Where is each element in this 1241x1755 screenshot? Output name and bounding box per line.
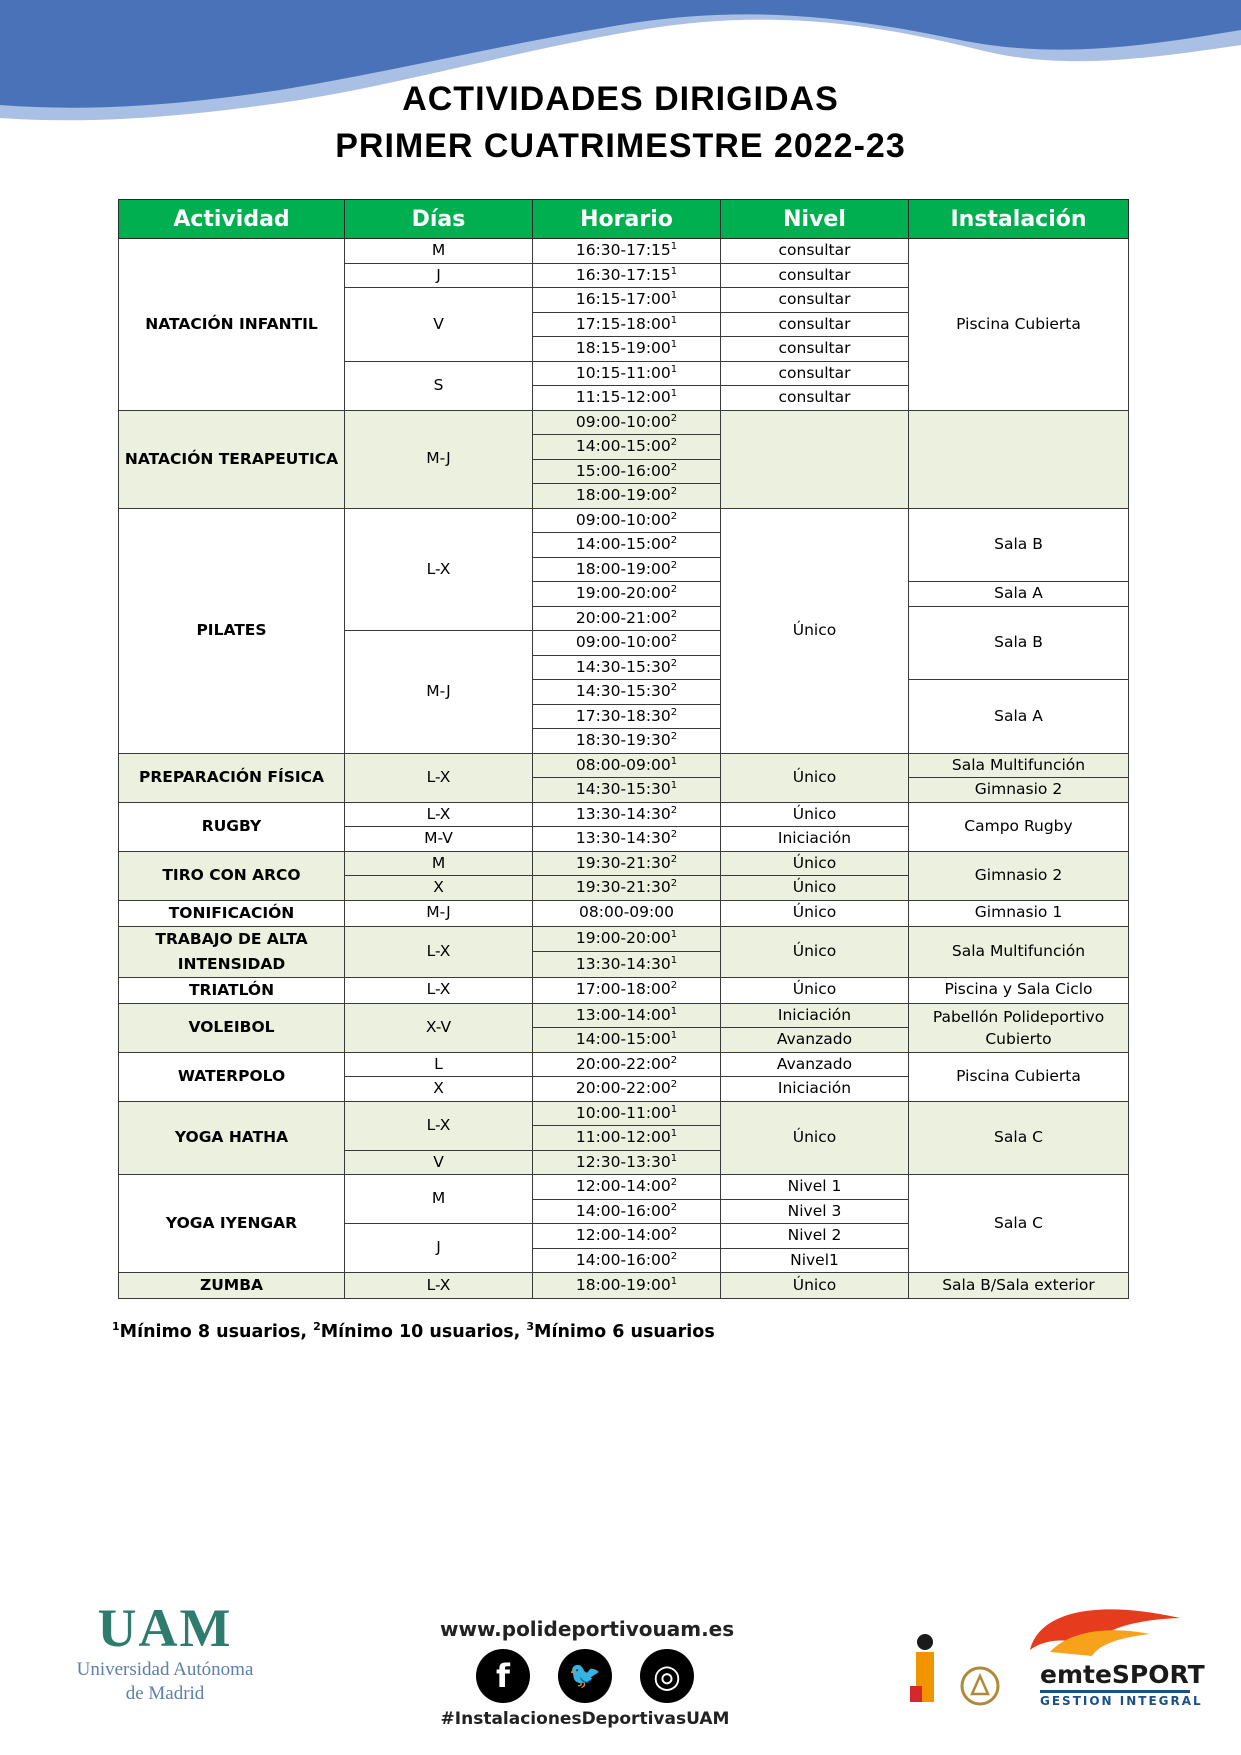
facility-cell: Sala A: [909, 582, 1129, 607]
footnote-ref: 1: [670, 387, 678, 399]
time-range: 17:15-18:00: [575, 314, 671, 333]
time-cell: [533, 337, 721, 362]
facility-cell: Piscina Cubierta: [909, 239, 1129, 411]
table-row: [119, 410, 1129, 435]
footnote-ref: 2: [670, 534, 678, 546]
time-range: 12:30-13:30: [575, 1152, 671, 1171]
time-range: 18:15-19:00: [575, 339, 671, 357]
time-cell: [533, 459, 721, 484]
footnote-ref: 2: [670, 583, 678, 595]
time-range: 12:00-14:00: [575, 1177, 671, 1195]
time-range: 15:00-16:00: [575, 461, 671, 480]
facility-cell: Campo Rugby: [909, 802, 1129, 851]
footnote-ref: 2: [670, 1176, 678, 1188]
level-cell: Único: [721, 1273, 909, 1299]
activity-cell: NATACIÓN TERAPEUTICA: [119, 410, 345, 508]
time-range: 14:00-15:00: [575, 437, 671, 455]
social-icons: [440, 1649, 730, 1703]
footnote-ref: 1: [670, 779, 678, 791]
time-range: 10:15-11:00: [575, 363, 671, 382]
time-range: 14:30-15:30: [575, 657, 671, 676]
time-range: 20:00-22:00: [575, 1054, 671, 1073]
level-cell: Iniciación: [721, 827, 909, 852]
column-header-actividad: Actividad: [119, 200, 345, 239]
days-cell: M: [345, 1175, 533, 1224]
days-cell: L-X: [345, 1101, 533, 1150]
time-cell: [533, 410, 721, 435]
footnote-ref: 2: [670, 436, 678, 448]
time-cell: [533, 631, 721, 656]
time-range: 12:00-14:00: [575, 1226, 671, 1244]
footnote-ref: 2: [670, 657, 678, 669]
level-cell: Avanzado: [721, 1028, 909, 1053]
table-row: [119, 1003, 1129, 1028]
time-cell: [533, 1077, 721, 1102]
footnote-ref: 2: [670, 1201, 678, 1213]
activity-cell: YOGA HATHA: [119, 1101, 345, 1175]
footnote-ref: 1: [670, 240, 678, 252]
time-range: 17:00-18:00: [575, 980, 671, 999]
time-cell: [533, 435, 721, 460]
time-range: 09:00-10:00: [575, 633, 671, 651]
time-range: 13:00-14:00: [575, 1005, 671, 1024]
facebook-icon[interactable]: f: [476, 1649, 530, 1703]
time-cell: [533, 655, 721, 680]
level-cell: Único: [721, 900, 909, 926]
time-range: 19:30-21:30: [575, 878, 671, 896]
time-range: 16:30-17:15: [575, 265, 671, 284]
uam-name-line2: de Madrid: [125, 1683, 205, 1704]
website-link[interactable]: www.polideportivouam.es: [440, 1617, 735, 1641]
time-range: 08:00-09:00: [575, 755, 671, 774]
footnote-ref: 1: [670, 314, 678, 326]
time-cell: [533, 288, 721, 313]
uam-name-line1: Universidad Autónoma: [76, 1659, 254, 1680]
facility-cell: Sala B/Sala exterior: [909, 1273, 1129, 1299]
facility-cell: Sala C: [909, 1101, 1129, 1175]
level-cell: consultar: [721, 386, 909, 411]
time-cell: [533, 557, 721, 582]
days-cell: L-X: [345, 802, 533, 827]
table-row: [119, 508, 1129, 533]
emtesport-flame-icon: [1030, 1609, 1180, 1656]
footnote-ref: 1: [670, 954, 678, 966]
schedule-table: [118, 199, 1129, 1299]
time-cell: [533, 239, 721, 264]
footnote-ref: 1: [670, 1005, 678, 1017]
page-subtitle: PRIMER CUATRIMESTRE 2022-23: [335, 127, 906, 165]
column-header-horario: Horario: [533, 200, 721, 239]
table-row: [119, 753, 1129, 778]
time-cell: [533, 851, 721, 876]
table-row: [119, 1101, 1129, 1126]
footnote-ref: 2: [670, 980, 678, 992]
time-range: 20:00-22:00: [575, 1079, 671, 1097]
time-range: 13:30-14:30: [575, 804, 671, 823]
activity-cell: TONIFICACIÓN: [119, 900, 345, 926]
time-range: 19:00-20:00: [575, 929, 671, 947]
facility-cell: Sala C: [909, 1175, 1129, 1273]
time-cell: [533, 977, 721, 1003]
footnote-ref: 1: [670, 1127, 678, 1139]
footnote-ref: 2: [670, 461, 678, 473]
time-range: 18:00-19:00: [575, 486, 671, 504]
days-cell: M-J: [345, 631, 533, 754]
table-header-row: [119, 200, 1129, 239]
days-cell: X: [345, 1077, 533, 1102]
time-range: 14:00-16:00: [575, 1201, 671, 1220]
activity-cell: PILATES: [119, 508, 345, 753]
time-cell: [533, 827, 721, 852]
footnote-ref: 1: [670, 1152, 678, 1164]
time-range: 18:00-19:00: [575, 1275, 671, 1294]
time-range: 16:30-17:15: [575, 241, 671, 259]
column-header-nivel: Nivel: [721, 200, 909, 239]
days-cell: M: [345, 239, 533, 264]
partner-emblem-icon: [910, 1634, 934, 1702]
facility-cell: Sala B: [909, 606, 1129, 680]
time-range: 14:00-16:00: [575, 1250, 671, 1269]
emtesport-logo-text: emteSPORT: [1040, 1660, 1205, 1689]
activity-cell: TRIATLÓN: [119, 977, 345, 1003]
time-cell: [533, 802, 721, 827]
footnote-ref: 2: [670, 706, 678, 718]
days-cell: S: [345, 361, 533, 410]
days-cell: M: [345, 851, 533, 876]
footnote-ref: 2: [670, 877, 678, 889]
time-cell: [533, 926, 721, 952]
footnote-ref: 1: [670, 265, 678, 277]
level-cell: consultar: [721, 312, 909, 337]
table-row: [119, 1175, 1129, 1200]
time-cell: [533, 753, 721, 778]
page-title: ACTIVIDADES DIRIGIDAS: [402, 80, 839, 118]
time-range: 14:30-15:30: [575, 682, 671, 700]
facility-cell: Gimnasio 2: [909, 851, 1129, 900]
time-cell: [533, 1126, 721, 1151]
time-cell: [533, 1101, 721, 1126]
facility-cell: Pabellón Polideportivo Cubierto: [909, 1003, 1129, 1052]
table-row: [119, 926, 1129, 952]
time-range: 18:30-19:30: [575, 731, 671, 749]
time-range: 17:30-18:30: [575, 706, 671, 725]
footnote-text: Mínimo 10 usuarios,: [320, 1322, 521, 1342]
footnote-ref: 2: [670, 1054, 678, 1066]
time-range: 14:00-15:00: [575, 1030, 671, 1048]
footnote-ref: 2: [670, 559, 678, 571]
days-cell: L-X: [345, 508, 533, 631]
time-cell: [533, 582, 721, 607]
days-cell: X: [345, 876, 533, 901]
days-cell: X-V: [345, 1003, 533, 1052]
level-cell: consultar: [721, 337, 909, 362]
time-cell: [533, 1248, 721, 1273]
days-cell: J: [345, 263, 533, 288]
footnote-ref: 2: [670, 510, 678, 522]
footnote-ref: 2: [670, 1078, 678, 1090]
footnote-marker: 1: [112, 1320, 120, 1334]
time-cell: [533, 1028, 721, 1053]
activity-cell: TRABAJO DE ALTA INTENSIDAD: [119, 926, 345, 977]
days-cell: L-X: [345, 1273, 533, 1299]
days-cell: M-V: [345, 827, 533, 852]
time-range: 09:00-10:00: [575, 412, 671, 431]
footnote-ref: 1: [670, 928, 678, 940]
time-cell: [533, 952, 721, 978]
time-cell: [533, 312, 721, 337]
footnote-ref: 2: [670, 632, 678, 644]
time-cell: [533, 1224, 721, 1249]
footnote-ref: 1: [670, 338, 678, 350]
twitter-icon[interactable]: 🐦: [558, 1649, 612, 1703]
time-cell: [533, 263, 721, 288]
table-row: [119, 239, 1129, 264]
footnote-ref: 2: [670, 828, 678, 840]
time-cell: [533, 1003, 721, 1028]
time-cell: [533, 361, 721, 386]
level-cell: Nivel 2: [721, 1224, 909, 1249]
facility-cell: Sala B: [909, 508, 1129, 582]
footnote-ref: 1: [670, 755, 678, 767]
footnote-ref: 2: [670, 804, 678, 816]
footnote-ref: 2: [670, 485, 678, 497]
days-cell: V: [345, 288, 533, 362]
footnote-ref: 2: [670, 412, 678, 424]
time-range: 20:00-21:00: [575, 608, 671, 627]
activity-cell: WATERPOLO: [119, 1052, 345, 1101]
uam-logo-name: [50, 1658, 280, 1706]
column-header-instalacion: Instalación: [909, 200, 1129, 239]
time-cell: [533, 606, 721, 631]
time-range: 08:00-09:00: [579, 903, 674, 922]
time-cell: [533, 704, 721, 729]
footnote-ref: 1: [670, 1103, 678, 1115]
time-cell: [533, 1199, 721, 1224]
table-row: [119, 851, 1129, 876]
emtesport-logo-subtitle: GESTION INTEGRAL: [1040, 1694, 1203, 1708]
footnote-text: Mínimo 6 usuarios: [534, 1322, 715, 1342]
hashtag: #InstalacionesDeportivasUAM: [440, 1709, 730, 1729]
footnote-marker: 2: [313, 1320, 321, 1334]
facility-cell: Gimnasio 1: [909, 900, 1129, 926]
footnote-ref: 2: [670, 1250, 678, 1262]
level-cell: Único: [721, 508, 909, 753]
seal-icon: [962, 1668, 998, 1704]
footnote-ref: 1: [670, 363, 678, 375]
level-cell: Iniciación: [721, 1003, 909, 1028]
time-cell: [533, 508, 721, 533]
uam-logo: [50, 1598, 280, 1706]
column-header-dias: Días: [345, 200, 533, 239]
level-cell: Único: [721, 876, 909, 901]
activity-cell: TIRO CON ARCO: [119, 851, 345, 900]
activity-cell: PREPARACIÓN FÍSICA: [119, 753, 345, 802]
footnotes: [112, 1322, 715, 1342]
activity-cell: YOGA IYENGAR: [119, 1175, 345, 1273]
time-cell: [533, 1175, 721, 1200]
time-range: 18:00-19:00: [575, 559, 671, 578]
level-cell: Nivel 3: [721, 1199, 909, 1224]
facility-cell: Piscina Cubierta: [909, 1052, 1129, 1101]
footnote-ref: 1: [670, 289, 678, 301]
table-row: [119, 977, 1129, 1003]
facility-cell: [909, 410, 1129, 508]
facility-cell: Sala Multifunción: [909, 926, 1129, 977]
time-range: 14:30-15:30: [575, 780, 671, 798]
table-row: [119, 900, 1129, 926]
time-cell: [533, 778, 721, 803]
instagram-icon[interactable]: ◎: [640, 1649, 694, 1703]
activity-cell: RUGBY: [119, 802, 345, 851]
facility-cell: Sala A: [909, 680, 1129, 754]
level-cell: Nivel1: [721, 1248, 909, 1273]
facility-cell: Gimnasio 2: [909, 778, 1129, 803]
time-cell: [533, 1150, 721, 1175]
level-cell: Único: [721, 1101, 909, 1175]
time-range: 14:00-15:00: [575, 535, 671, 553]
contact-block: [440, 1617, 735, 1729]
level-cell: Único: [721, 977, 909, 1003]
activity-cell: ZUMBA: [119, 1273, 345, 1299]
time-cell: [533, 533, 721, 558]
days-cell: M-J: [345, 900, 533, 926]
days-cell: M-J: [345, 410, 533, 508]
level-cell: consultar: [721, 239, 909, 264]
table-row: [119, 1273, 1129, 1299]
time-cell: [533, 900, 721, 926]
time-cell: [533, 729, 721, 754]
footnote-ref: 2: [670, 1225, 678, 1237]
uam-logo-mark: UAM: [97, 1598, 233, 1658]
footnote-ref: 1: [670, 1275, 678, 1287]
level-cell: Único: [721, 802, 909, 827]
level-cell: Avanzado: [721, 1052, 909, 1077]
level-cell: [721, 410, 909, 508]
time-range: 13:30-14:30: [575, 954, 671, 973]
footnote-marker: 3: [526, 1320, 535, 1334]
time-range: 16:15-17:00: [575, 290, 671, 308]
level-cell: Único: [721, 926, 909, 977]
days-cell: L-X: [345, 753, 533, 802]
table-row: [119, 1052, 1129, 1077]
level-cell: consultar: [721, 288, 909, 313]
days-cell: L-X: [345, 977, 533, 1003]
days-cell: J: [345, 1224, 533, 1273]
table-row: [119, 802, 1129, 827]
days-cell: L-X: [345, 926, 533, 977]
time-range: 09:00-10:00: [575, 510, 671, 529]
level-cell: Nivel 1: [721, 1175, 909, 1200]
footnote-ref: 2: [670, 608, 678, 620]
time-cell: [533, 386, 721, 411]
activity-cell: NATACIÓN INFANTIL: [119, 239, 345, 411]
time-range: 19:00-20:00: [575, 584, 671, 602]
level-cell: Iniciación: [721, 1077, 909, 1102]
time-range: 11:15-12:00: [575, 388, 671, 406]
level-cell: consultar: [721, 361, 909, 386]
footnote-text: Mínimo 8 usuarios,: [119, 1322, 308, 1342]
footnote-ref: 2: [670, 853, 678, 865]
level-cell: Único: [721, 753, 909, 802]
time-cell: [533, 484, 721, 509]
time-cell: [533, 1052, 721, 1077]
level-cell: consultar: [721, 263, 909, 288]
time-range: 19:30-21:30: [575, 853, 671, 872]
facility-cell: Sala Multifunción: [909, 753, 1129, 778]
footnote-ref: 1: [670, 1029, 678, 1041]
footnote-ref: 2: [670, 681, 678, 693]
days-cell: V: [345, 1150, 533, 1175]
activity-cell: VOLEIBOL: [119, 1003, 345, 1052]
days-cell: L: [345, 1052, 533, 1077]
facility-cell: Piscina y Sala Ciclo: [909, 977, 1129, 1003]
time-cell: [533, 876, 721, 901]
time-range: 13:30-14:30: [575, 829, 671, 847]
footnote-ref: 2: [670, 730, 678, 742]
time-range: 10:00-11:00: [575, 1103, 671, 1122]
time-cell: [533, 680, 721, 705]
time-range: 11:00-12:00: [575, 1128, 671, 1146]
level-cell: Único: [721, 851, 909, 876]
time-cell: [533, 1273, 721, 1299]
